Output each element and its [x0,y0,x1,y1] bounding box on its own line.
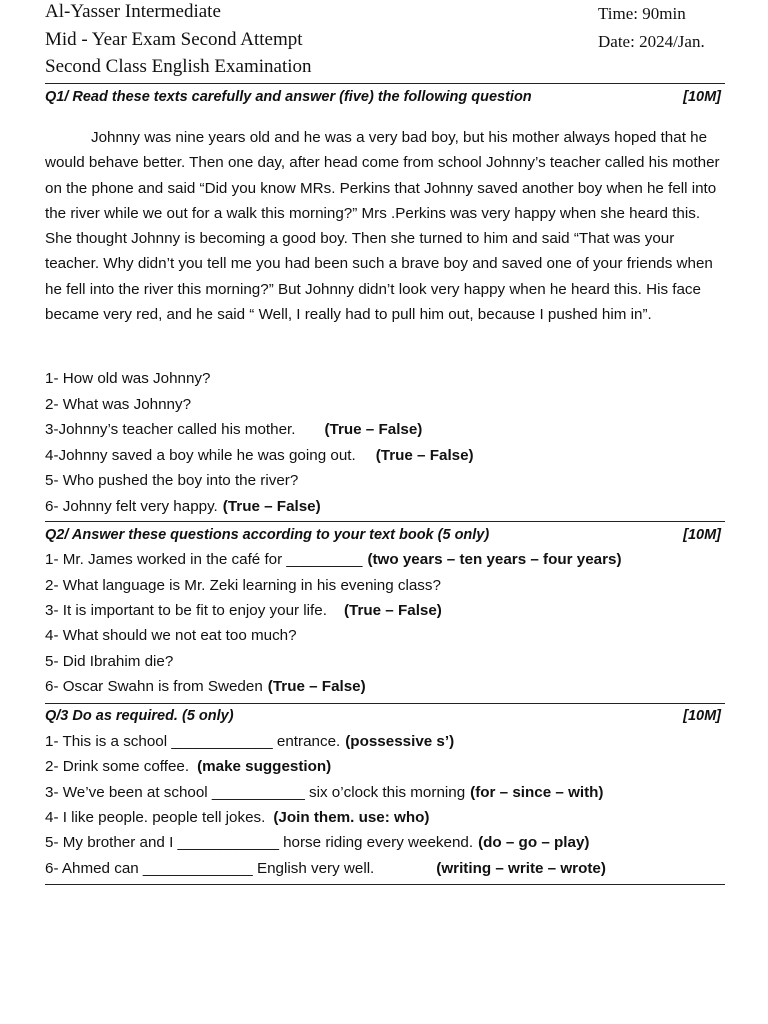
q3-marks: [10M] [683,708,721,724]
question-text: 3-Johnny’s teacher called his mother. [45,421,296,438]
q1-item [45,445,735,467]
passage-line: said “That was your teacher. Why didn’t you tell me you had been such a brave boy and saved [45,230,675,273]
q3-item [45,807,735,829]
divider [45,83,725,84]
passage-line: his mother on the phone and said “Did you know MRs. Perkins that Johnny saved another boy [45,154,720,197]
question-text: 5- My brother and I ____________ horse riding every weekend. [45,834,474,851]
q2-item [45,600,735,622]
question-text: 3- We’ve been at school ___________ six o’clock this morning [45,784,466,801]
q2-item [45,625,735,647]
question-text: 4- I like people. people tell jokes. [45,809,266,826]
question-options: (True – False) [375,447,474,464]
q3-item [45,858,735,880]
q1-title: Q1/ Read these texts carefully and answer (five) the following question [45,89,532,105]
exam-time: Time: 90min [598,4,686,23]
question-text: 6- Johnny felt very happy. [45,498,218,515]
passage-line: Johnny was nine years old and he was a very bad boy, but his mother always hoped that [91,129,686,146]
question-options: (do – go – play) [478,834,590,851]
question-text: 6- Oscar Swahn is from Sweden [45,678,263,695]
question-options: (writing – write – wrote) [436,860,606,877]
q3-heading [45,705,721,727]
school-name: Al-Yasser Intermediate [45,1,221,22]
q3-item [45,832,735,854]
passage-line: happy when he heard this. His face became very red, and he said “ Well, I really had to pull [45,280,701,324]
q1-item [45,394,735,416]
q1-item [45,470,735,492]
passage-line: when she heard this. She thought Johnny is becoming a good boy. Then she turned to him and [45,204,701,248]
q2-item [45,651,735,673]
q3-item [45,756,735,778]
q2-title: Q2/ Answer these questions according to your text book (5 only) [45,527,490,543]
q3-title: Q/3 Do as required. (5 only) [45,708,234,724]
question-options: (for – since – with) [470,784,604,801]
exam-date: Date: 2024/Jan. [598,32,705,51]
q2-heading [45,524,721,546]
q3-item [45,782,735,804]
question-text: 2- What was Johnny? [45,396,192,413]
question-text: 4-Johnny saved a boy while he was going out. [45,447,356,464]
question-text: 6- Ahmed can _____________ English very well. [45,860,375,877]
question-text: 1- This is a school ____________ entrance. [45,733,341,750]
passage-line: when he fell into the river while we out for a walk this morning?” Mrs .Perkins was very happy [45,179,717,222]
q2-item [45,549,735,571]
question-options: (make suggestion) [197,758,332,775]
q2-item [45,676,735,698]
reading-passage [45,125,721,327]
exam-header [45,0,725,84]
question-options: (two years – ten years – four years) [367,551,622,568]
q1-heading [45,86,721,108]
exam-title: Mid - Year Exam Second Attempt [45,29,303,50]
passage-line: him out, because I pushed him in”. [419,306,652,324]
question-text: 5- Who pushed the boy into the river? [45,472,299,489]
exam-subject: Second Class English Examination [45,56,312,77]
question-text: 1- Mr. James worked in the café for _________ [45,551,363,568]
divider [45,703,725,704]
question-options: (Join them. use: who) [273,809,430,826]
question-options: (True – False) [324,421,423,438]
question-text: 2- What language is Mr. Zeki learning in his evening class? [45,577,441,594]
passage-line: one of your friends when he fell into the river this morning?” But Johnny didn’t look very [45,255,713,298]
divider [45,521,725,522]
question-text: 1- How old was Johnny? [45,370,211,387]
q3-item [45,731,735,753]
question-text: 2- Drink some coffee. [45,758,190,775]
question-text: 5- Did Ibrahim die? [45,653,174,670]
divider [45,884,725,885]
q2-marks: [10M] [683,527,721,543]
question-options: (True – False) [343,602,442,619]
passage-line: he would behave better. Then one day, after head come from school Johnny’s teacher called [45,129,708,172]
question-text: 3- It is important to be fit to enjoy your life. [45,602,327,619]
q1-marks: [10M] [683,89,721,105]
q1-item [45,496,735,518]
q1-item [45,368,735,390]
q2-item [45,575,735,597]
question-text: 4- What should we not eat too much? [45,627,297,644]
q1-item [45,419,735,441]
question-options: (True – False) [222,498,321,515]
question-options: (True – False) [267,678,366,695]
question-options: (possessive s’) [345,733,455,750]
